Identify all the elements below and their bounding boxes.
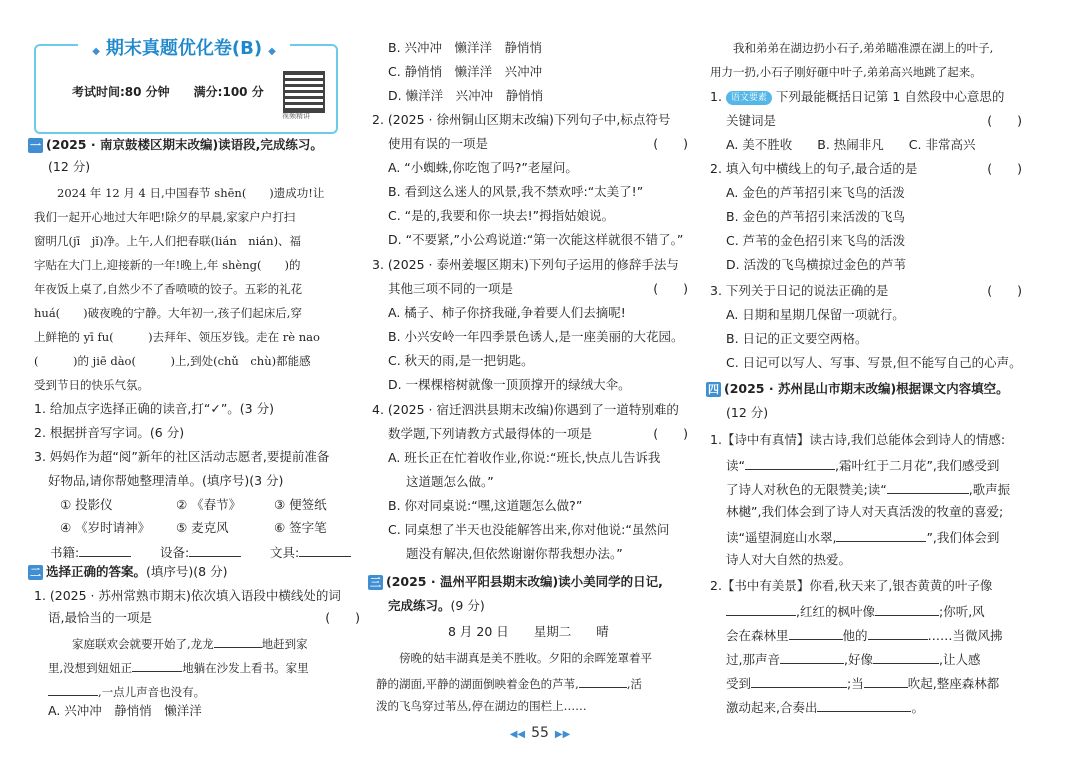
option-cont: 这道题怎么做。” xyxy=(406,474,494,489)
s2q1-passage: 里,没想到妞妞正 地躺在沙发上看书。家里 xyxy=(48,658,309,676)
s4-para-2: 2.【书中有美景】你看,秋天来了,银杏黄黄的叶子像 xyxy=(710,578,993,593)
answer-blank[interactable] xyxy=(189,543,241,557)
s3-question-3: 3. 下列关于日记的说法正确的是 ( ) xyxy=(710,283,1022,298)
option[interactable]: A. 橘子、柿子你挤我碰,争着要人们去摘呢! xyxy=(388,305,626,320)
s2q1-passage: ,一点儿声音也没有。 xyxy=(48,682,205,700)
answer-blank[interactable] xyxy=(726,602,796,616)
option-b[interactable]: B. 兴冲冲 懒洋洋 静悄悄 xyxy=(388,40,543,55)
s4-para-1: 读“遥望洞庭山水翠, ”,我们体会到 xyxy=(726,530,1000,545)
answer-blank[interactable] xyxy=(48,682,98,696)
option[interactable]: D. “不要紧,”小公鸡说道:“第一次能这样就很不错了。” xyxy=(388,232,684,247)
s2-question-1: 1. (2025 · 苏州常熟市期末)依次填入语段中横线处的词 xyxy=(34,588,341,603)
header-title-wrap xyxy=(34,36,334,62)
answer-paren[interactable]: ( ) xyxy=(987,283,1022,298)
s4-para-1: 林樾”,我们体会到了诗人对天真活泼的牧童的喜爱; xyxy=(726,504,1004,519)
item: ⑥ 签字笔 xyxy=(274,520,327,535)
diary-line: 我和弟弟在湖边扔小石子,弟弟瞄准漂在湖上的叶子, xyxy=(710,41,994,55)
passage-line: 我们一起开心地过大年吧!除夕的早晨,家家户户打扫 xyxy=(34,210,296,224)
answer-blank[interactable] xyxy=(579,674,627,688)
answer-paren[interactable]: ( ) xyxy=(653,281,688,296)
diamond-icon: ◆ xyxy=(92,46,100,57)
s4-para-1: 读“ ,霜叶红于二月花”,我们感受到 xyxy=(726,458,1000,473)
category-stationery: 文具: xyxy=(270,543,351,561)
section-number: 一 xyxy=(30,139,41,152)
s2-question-4-cont: 数学题,下列请教方式最得体的一项是 ( ) xyxy=(388,426,688,441)
s2-question-3: 3. (2025 · 泰州姜堰区期末)下列句子运用的修辞手法与 xyxy=(372,257,679,272)
answer-blank[interactable] xyxy=(836,528,926,542)
answer-paren[interactable]: ( ) xyxy=(325,610,360,625)
answer-paren[interactable]: ( ) xyxy=(653,136,688,151)
s3-question-1-cont: 关键词是 ( ) xyxy=(726,113,1022,128)
s4-para-1: 了诗人对秋色的无限赞美;读“ ,歌声振 xyxy=(726,482,1011,497)
passage-line: 字贴在大门上,迎接新的一年!晚上,年 shèng( )的 xyxy=(34,258,301,272)
question-3-cont: 好物品,请你帮她整理清单。(填序号)(3 分) xyxy=(48,473,284,488)
exam-info: 考试时间:80 分钟 满分:100 分 xyxy=(72,85,264,99)
answer-blank[interactable] xyxy=(864,674,908,688)
option[interactable]: B. 你对同桌说:“嘿,这道题怎么做?” xyxy=(388,498,583,513)
option[interactable]: C. 秋天的雨,是一把钥匙。 xyxy=(388,353,534,368)
answer-blank[interactable] xyxy=(745,456,835,470)
item: ③ 便签纸 xyxy=(274,497,327,512)
option[interactable]: C. 日记可以写人、写事、写景,但不能写自己的心声。 xyxy=(726,355,1022,370)
section-number: 二 xyxy=(30,566,41,579)
answer-blank[interactable] xyxy=(887,480,969,494)
s4-para-1: 1.【诗中有真情】读古诗,我们总能体会到诗人的情感: xyxy=(710,432,1006,447)
question-1: 1. 给加点字选择正确的读音,打“✓”。(3 分) xyxy=(34,401,274,416)
answer-blank[interactable] xyxy=(79,543,131,557)
answer-blank[interactable] xyxy=(299,543,351,557)
item: ④ 《岁时请神》 xyxy=(60,520,151,535)
section-number: 三 xyxy=(370,576,381,589)
language-element-tag: 语文要素 xyxy=(726,91,772,105)
answer-paren[interactable]: ( ) xyxy=(653,426,688,441)
page-number-wrap xyxy=(0,725,1080,741)
page-number: 55 xyxy=(531,725,549,741)
answer-blank[interactable] xyxy=(875,602,939,616)
s4-para-2: 激动起来,合奏出 。 xyxy=(726,700,924,715)
section-3-heading-cont: 完成练习。(9 分) xyxy=(388,598,485,613)
diary-line: 泼的飞鸟穿过苇丛,停在湖边的围栏上…… xyxy=(376,699,587,713)
answer-blank[interactable] xyxy=(817,698,911,712)
option[interactable]: A. 金色的芦苇招引来飞鸟的活泼 xyxy=(726,185,905,200)
question-2: 2. 根据拼音写字词。(6 分) xyxy=(34,425,185,440)
answer-paren[interactable]: ( ) xyxy=(987,161,1022,176)
option[interactable]: B. 看到这么迷人的风景,我不禁欢呼:“太美了!” xyxy=(388,184,644,199)
option[interactable]: D. 活泼的飞鸟横掠过金色的芦苇 xyxy=(726,257,907,272)
option[interactable]: B. 日记的正文要空两格。 xyxy=(726,331,868,346)
s4-para-2: 会在森林里 他的 ……当微风拂 xyxy=(726,628,1003,643)
qr-code-icon[interactable] xyxy=(283,71,325,113)
s2-question-4: 4. (2025 · 宿迁泗洪县期末改编)你遇到了一道特别难的 xyxy=(372,402,679,417)
option-d[interactable]: D. 懒洋洋 兴冲冲 静悄悄 xyxy=(388,88,544,103)
diary-line: 静的湖面,平静的湖面倒映着金色的芦苇, ,活 xyxy=(376,674,642,692)
page-title: 期末真题优化卷(B) xyxy=(105,38,263,59)
section-1-heading: 一 (2025 · 南京鼓楼区期末改编)读语段,完成练习。 xyxy=(30,137,323,152)
right-arrow-icon: ▶▶ xyxy=(554,729,571,740)
section-1-score: (12 分) xyxy=(48,159,91,174)
answer-blank[interactable] xyxy=(214,634,262,648)
s4-para-2: ,红红的枫叶像 ;你听,风 xyxy=(726,602,985,620)
option[interactable]: A. 班长正在忙着收作业,你说:“班长,快点儿告诉我 xyxy=(388,450,661,465)
category-devices: 设备: xyxy=(160,543,241,561)
section-3-heading: 三 (2025 · 温州平阳县期末改编)读小美同学的日记, xyxy=(370,574,663,589)
answer-blank[interactable] xyxy=(132,658,182,672)
passage-line: 受到节日的快乐气氛。 xyxy=(34,378,149,392)
answer-blank[interactable] xyxy=(780,650,844,664)
option-row[interactable]: A. 美不胜收 B. 热闹非凡 C. 非常高兴 xyxy=(726,137,976,152)
s3-question-1: 1. 语文要素 下列最能概括日记第 1 自然段中心意思的 xyxy=(710,89,1005,104)
s2-question-2: 2. (2025 · 徐州铜山区期末改编)下列句子中,标点符号 xyxy=(372,112,671,127)
option-cont: 题没有解决,但依然谢谢你帮我想办法。” xyxy=(406,546,623,561)
option[interactable]: C. 芦苇的金色招引来飞鸟的活泼 xyxy=(726,233,906,248)
item: ② 《春节》 xyxy=(176,497,242,512)
s2q1-passage: 家庭联欢会就要开始了,龙龙 地赶到家 xyxy=(72,634,308,652)
passage-line: 窗明几(jī jǐ)净。上午,人们把春联(lián nián)、福 xyxy=(34,234,302,248)
category-books: 书籍: xyxy=(50,543,131,561)
option[interactable]: C. “是的,我要和你一块去!”拇指姑娘说。 xyxy=(388,208,615,223)
answer-blank[interactable] xyxy=(789,626,843,640)
question-3: 3. 妈妈作为超“阅”新年的社区活动志愿者,要提前准备 xyxy=(34,449,330,464)
s3-question-2: 2. 填入句中横线上的句子,最合适的是 ( ) xyxy=(710,161,1022,176)
option[interactable]: A. 日期和星期几保留一项就行。 xyxy=(726,307,905,322)
item: ⑤ 麦克风 xyxy=(176,520,229,535)
section-4-score: (12 分) xyxy=(726,405,769,420)
diary-line: 傍晚的姑丰湖真是美不胜收。夕阳的余晖笼罩着平 xyxy=(376,651,652,665)
passage-line: ( )的 jiē dào( )上,到处(chǔ chù)都能感 xyxy=(34,354,311,368)
option[interactable]: B. 金色的芦苇招引来活泼的飞鸟 xyxy=(726,209,906,224)
passage-line: 上鲜艳的 yī fu( )去拜年、领压岁钱。走在 rè nao xyxy=(34,330,320,344)
qr-label: 视频精讲 xyxy=(282,112,310,120)
item: ① 投影仪 xyxy=(60,497,113,512)
answer-blank[interactable] xyxy=(873,650,939,664)
option-c[interactable]: C. 静悄悄 懒洋洋 兴冲冲 xyxy=(388,64,543,79)
left-arrow-icon: ◀◀ xyxy=(509,729,526,740)
s4-para-2: 过,那声音 ,好像 ,让人感 xyxy=(726,652,981,667)
answer-blank[interactable] xyxy=(751,674,847,688)
answer-paren[interactable]: ( ) xyxy=(987,113,1022,128)
s4-para-1: 诗人对大自然的热爱。 xyxy=(726,552,852,567)
s2-question-1-cont: 语,最恰当的一项是 ( ) xyxy=(48,610,360,625)
option[interactable]: A. “小蜘蛛,你吃饱了吗?”老屋问。 xyxy=(388,160,578,175)
option[interactable]: C. 同桌想了半天也没能解答出来,你对他说:“虽然问 xyxy=(388,522,670,537)
passage-line: huá( )破夜晚的宁静。大年初一,孩子们起床后,穿 xyxy=(34,306,302,320)
diary-date: 8 月 20 日 星期二 晴 xyxy=(448,624,609,639)
diamond-icon: ◆ xyxy=(268,46,276,57)
s2-question-3-cont: 其他三项不同的一项是 ( ) xyxy=(388,281,688,296)
passage-line: 年夜饭上桌了,自然少不了香喷喷的饺子。五彩的礼花 xyxy=(34,282,303,296)
option[interactable]: D. 一棵棵榕树就像一顶顶撑开的绿绒大伞。 xyxy=(388,377,631,392)
section-2-heading: 二 选择正确的答案。(填序号)(8 分) xyxy=(30,564,228,579)
section-number: 四 xyxy=(708,383,719,396)
passage-line: 2024 年 12 月 4 日,中国春节 shēn( )遗成功!让 xyxy=(34,186,325,200)
diary-line: 用力一扔,小石子刚好砸中叶子,弟弟高兴地跳了起来。 xyxy=(710,65,982,79)
answer-blank[interactable] xyxy=(868,626,928,640)
option-a[interactable]: A. 兴冲冲 静悄悄 懒洋洋 xyxy=(48,703,202,718)
section-4-heading: 四 (2025 · 苏州昆山市期末改编)根据课文内容填空。 xyxy=(708,381,1009,396)
s2-question-2-cont: 使用有误的一项是 ( ) xyxy=(388,136,688,151)
option[interactable]: B. 小兴安岭一年四季景色诱人,是一座美丽的大花园。 xyxy=(388,329,684,344)
s4-para-2: 受到 ;当 吹起,整座森林都 xyxy=(726,676,1000,691)
